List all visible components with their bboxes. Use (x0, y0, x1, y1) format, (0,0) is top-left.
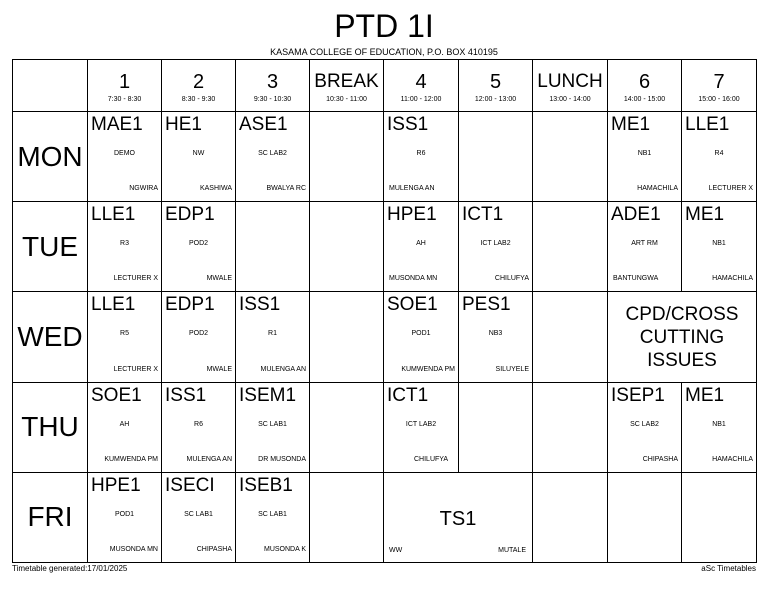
lesson-cell (236, 292, 310, 382)
period-number: LUNCH (537, 71, 603, 92)
period-header-1 (88, 60, 162, 112)
lesson-teacher: HAMACHILA (637, 185, 678, 193)
empty-cell (310, 382, 384, 472)
lesson-cell (162, 382, 236, 472)
day-row-mon (13, 112, 757, 202)
period-number: 3 (266, 71, 279, 93)
lesson-room: NB3 (488, 330, 503, 338)
day-row-tue (13, 202, 757, 292)
day-row-thu (13, 382, 757, 472)
lesson-cell (236, 472, 310, 562)
lesson-cell (88, 112, 162, 202)
lesson-cell (88, 472, 162, 562)
lesson-subject: HPE1 (91, 474, 141, 496)
lesson-cell (384, 382, 459, 472)
lesson-cell (162, 112, 236, 202)
empty-cell (533, 382, 608, 472)
lesson-subject: ISEP1 (611, 384, 665, 406)
lesson-teacher: MULENGA AN (186, 455, 232, 463)
lesson-cell (162, 292, 236, 382)
lesson-subject: LLE1 (685, 114, 730, 136)
day-row-wed (13, 292, 757, 382)
period-header-break (310, 60, 384, 112)
period-number: BREAK (314, 71, 379, 92)
lesson-subject: ISEM1 (239, 384, 297, 406)
lesson-subject: TS1 (439, 507, 477, 530)
lesson-cell (88, 202, 162, 292)
lesson-cell (384, 202, 459, 292)
lesson-subject: ICT1 (387, 384, 429, 406)
lesson-room: ICT LAB2 (405, 420, 437, 428)
period-header-7 (682, 60, 757, 112)
lesson-cell (236, 112, 310, 202)
lesson-room: SC LAB1 (258, 510, 287, 518)
lesson-cell-merged (608, 292, 757, 382)
lesson-teacher: HAMACHILA (712, 455, 753, 463)
lesson-cell (88, 292, 162, 382)
lesson-teacher: SILUYELE (495, 365, 529, 373)
lesson-teacher: CHIPASHA (642, 455, 678, 463)
empty-cell (236, 202, 310, 292)
period-time: 11:00 - 12:00 (400, 96, 442, 103)
period-time: 10:30 - 11:00 (326, 96, 367, 103)
lesson-cell (88, 382, 162, 472)
period-header-2 (162, 60, 236, 112)
lesson-teacher: BWALYA RC (266, 185, 306, 193)
lesson-cell (459, 202, 533, 292)
lesson-subject: ICT1 (462, 204, 504, 226)
lesson-cell (682, 112, 757, 202)
lesson-cell (459, 292, 533, 382)
lesson-teacher: LECTURER X (113, 275, 158, 283)
lesson-room: NB1 (637, 150, 652, 158)
corner-cell (13, 60, 88, 112)
period-header-lunch (533, 60, 608, 112)
lesson-cell (608, 202, 682, 292)
day-label: WED (13, 292, 88, 382)
lesson-cell (162, 202, 236, 292)
page-title: PTD 1I (334, 8, 434, 44)
lesson-room: POD2 (188, 330, 209, 338)
lesson-teacher: MULENGA AN (260, 365, 306, 373)
day-label: FRI (13, 472, 88, 562)
lesson-subject: HE1 (165, 114, 202, 136)
period-number: 2 (192, 71, 205, 93)
lesson-subject: CPD/CROSS CUTTING ISSUES (625, 303, 739, 371)
lesson-subject: EDP1 (165, 294, 215, 316)
period-header-3 (236, 60, 310, 112)
lesson-cell (682, 382, 757, 472)
period-number: 5 (489, 71, 502, 93)
period-time: 13:00 - 14:00 (549, 96, 591, 103)
period-time: 14:00 - 15:00 (623, 96, 666, 103)
lesson-room: POD1 (114, 510, 135, 518)
lesson-room: NB1 (712, 240, 726, 248)
page-subtitle: KASAMA COLLEGE OF EDUCATION, P.O. BOX 410195 (270, 47, 498, 57)
period-header-4 (384, 60, 459, 112)
lesson-subject: ADE1 (611, 204, 661, 226)
lesson-room: R5 (120, 330, 129, 338)
lesson-subject: SOE1 (91, 384, 142, 406)
lesson-teacher: MULENGA AN (389, 185, 435, 193)
lesson-room: R1 (268, 330, 277, 338)
lesson-teacher: MWALE (206, 275, 232, 283)
lesson-subject: PES1 (462, 294, 511, 316)
lesson-subject: ISS1 (165, 384, 207, 406)
period-time: 9:30 - 10:30 (253, 96, 292, 103)
lesson-teacher: LECTURER X (708, 185, 753, 193)
lesson-cell (608, 382, 682, 472)
lesson-room: NB1 (712, 420, 726, 428)
lesson-subject: MAE1 (91, 114, 143, 136)
lesson-subject: SOE1 (387, 294, 438, 316)
lesson-room: SC LAB2 (630, 420, 659, 428)
day-label: TUE (13, 202, 88, 292)
empty-cell (533, 472, 608, 562)
lesson-teacher: CHIPASHA (196, 546, 232, 553)
lesson-teacher: KUMWENDA PM (104, 455, 158, 463)
timetable-grid (12, 59, 757, 563)
lesson-teacher: KASHIWA (199, 185, 232, 193)
period-number: 1 (118, 71, 131, 93)
lesson-subject: ME1 (611, 114, 651, 136)
lesson-cell (384, 112, 459, 202)
lesson-room: DEMO (114, 150, 135, 158)
lesson-room: R6 (416, 150, 426, 158)
lesson-room: SC LAB1 (258, 420, 287, 428)
empty-cell (533, 202, 608, 292)
empty-cell (682, 472, 757, 562)
lesson-room: R3 (120, 240, 129, 248)
lesson-cell-merged (384, 472, 533, 562)
day-row-fri (13, 472, 757, 562)
lesson-subject: LLE1 (91, 204, 136, 226)
lesson-subject: ISEB1 (239, 474, 293, 496)
lesson-room: AH (119, 420, 130, 428)
lesson-teacher: MUTALE (498, 547, 526, 554)
empty-cell (310, 472, 384, 562)
lesson-room: POD2 (188, 240, 209, 248)
period-header-row (13, 60, 757, 112)
lesson-subject: HPE1 (387, 204, 437, 226)
lesson-room: POD1 (411, 330, 431, 338)
lesson-teacher: DR MUSONDA (258, 455, 306, 463)
period-time: 8:30 - 9:30 (181, 96, 216, 103)
lesson-room: SC LAB2 (258, 150, 287, 158)
lesson-teacher: MUSONDA MN (109, 546, 158, 553)
empty-cell (310, 292, 384, 382)
lesson-cell (608, 112, 682, 202)
generated-date: Timetable generated:17/01/2025 (12, 564, 128, 573)
empty-cell (533, 112, 608, 202)
period-header-5 (459, 60, 533, 112)
period-number: 4 (415, 71, 427, 93)
empty-cell (459, 112, 533, 202)
lesson-room: ART RM (631, 240, 658, 248)
lesson-subject: EDP1 (165, 204, 215, 226)
lesson-teacher: KUMWENDA PM (401, 365, 455, 373)
lesson-cell (384, 292, 459, 382)
period-header-6 (608, 60, 682, 112)
lesson-cell (162, 472, 236, 562)
lesson-cell (236, 382, 310, 472)
lesson-teacher: NGWIRA (129, 185, 158, 193)
lesson-room: R6 (194, 420, 203, 428)
lesson-teacher: MUSONDA K (263, 546, 306, 553)
brand-credit: aSc Timetables (701, 564, 756, 573)
lesson-teacher: LECTURER X (113, 365, 158, 373)
lesson-subject: ISECI (165, 474, 215, 496)
lesson-teacher: BANTUNGWA (613, 275, 659, 283)
lesson-subject: LLE1 (91, 294, 136, 316)
day-label: THU (13, 382, 88, 472)
period-time: 15:00 - 16:00 (698, 96, 740, 103)
lesson-room: WW (389, 547, 403, 554)
lesson-teacher: CHILUFYA (414, 455, 449, 463)
lesson-room: SC LAB1 (184, 510, 213, 518)
lesson-teacher: HAMACHILA (712, 275, 753, 283)
empty-cell (310, 112, 384, 202)
lesson-subject: ME1 (685, 204, 725, 226)
lesson-room: ICT LAB2 (480, 240, 511, 248)
day-label: MON (13, 112, 88, 202)
period-time: 7:30 - 8:30 (107, 96, 142, 103)
period-number: 6 (638, 71, 651, 93)
lesson-room: NW (192, 150, 205, 158)
lesson-subject: ME1 (685, 384, 725, 406)
lesson-cell (682, 202, 757, 292)
empty-cell (533, 292, 608, 382)
lesson-teacher: MWALE (206, 365, 232, 373)
lesson-room: AH (416, 240, 426, 248)
period-number: 7 (713, 71, 725, 93)
lesson-teacher: MUSONDA MN (389, 275, 438, 283)
lesson-teacher: CHILUFYA (494, 275, 529, 283)
lesson-room: R4 (714, 150, 724, 158)
lesson-subject: ISS1 (387, 114, 429, 136)
period-time: 12:00 - 13:00 (474, 96, 517, 103)
lesson-subject: ISS1 (239, 294, 281, 316)
empty-cell (310, 202, 384, 292)
empty-cell (608, 472, 682, 562)
lesson-subject: ASE1 (239, 114, 288, 136)
empty-cell (459, 382, 533, 472)
